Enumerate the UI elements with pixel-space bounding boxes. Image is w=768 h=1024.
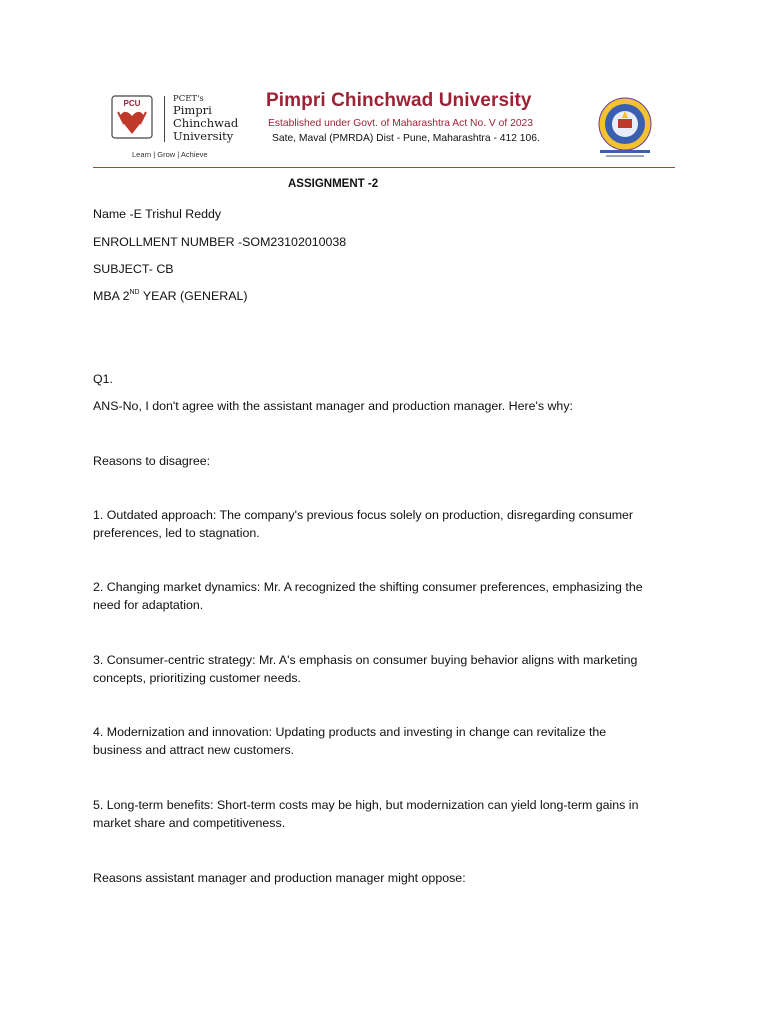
logo-divider (164, 96, 165, 142)
point-5-line-1: 5. Long-term benefits: Short-term costs may be high, but modernization can yield long-term gains in (93, 798, 639, 812)
university-seal-icon (594, 94, 656, 160)
logo-tagline: Learn | Grow | Achieve (132, 150, 208, 159)
pcu-shield-icon (110, 94, 154, 140)
enrollment-number: ENROLLMENT NUMBER -SOM23102010038 (93, 235, 347, 249)
university-name: Pimpri Chinchwad University (266, 90, 532, 111)
oppose-heading: Reasons assistant manager and production manager might oppose: (93, 871, 466, 885)
point-3-line-2: concepts, prioritizing customer needs. (93, 671, 301, 685)
university-logo-left (110, 94, 246, 160)
point-2-line-1: 2. Changing market dynamics: Mr. A recognized the shifting consumer preferences, emphasizing the (93, 580, 643, 594)
question-label: Q1. (93, 372, 113, 386)
student-name: Name -E Trishul Reddy (93, 207, 222, 221)
point-3 (93, 651, 637, 687)
logo-prefix: PCET's (173, 94, 204, 104)
point-1-line-2: preferences, led to stagnation. (93, 526, 260, 540)
program-post: YEAR (GENERAL) (139, 289, 248, 303)
university-established: Established under Govt. of Maharashtra Act No. V of 2023 (268, 118, 534, 129)
program-sup: ND (129, 289, 140, 296)
header-divider (93, 167, 675, 168)
logo-name-line-2: Chinchwad (173, 116, 239, 130)
point-4-line-2: business and attract new customers. (93, 743, 295, 757)
program-pre: MBA 2 (93, 289, 130, 303)
subject-line: SUBJECT- CB (93, 262, 174, 276)
point-1 (93, 506, 633, 542)
reasons-heading: Reasons to disagree: (93, 454, 211, 468)
point-1-line-1: 1. Outdated approach: The company's previous focus solely on production, disregarding consumer (93, 508, 634, 522)
shield-text: PCU (123, 99, 141, 108)
point-4-line-1: 4. Modernization and innovation: Updating products and investing in change can revitalize the (93, 725, 607, 739)
answer-intro: ANS-No, I don't agree with the assistant manager and production manager. Here's why: (93, 399, 573, 413)
point-4 (93, 723, 606, 759)
university-address: Sate, Maval (PMRDA) Dist - Pune, Maharashtra - 412 106. (272, 133, 540, 144)
point-5-line-2: market share and competitiveness. (93, 816, 286, 830)
point-5 (93, 796, 638, 832)
logo-name-line-1: Pimpri (173, 103, 212, 117)
point-3-line-1: 3. Consumer-centric strategy: Mr. A's emphasis on consumer buying behavior aligns with marketing (93, 653, 638, 667)
program-line (93, 287, 248, 305)
logo-name-line-3: University (173, 129, 234, 143)
point-2 (93, 578, 643, 614)
assignment-title: ASSIGNMENT -2 (288, 178, 379, 190)
point-2-line-2: need for adaptation. (93, 598, 204, 612)
